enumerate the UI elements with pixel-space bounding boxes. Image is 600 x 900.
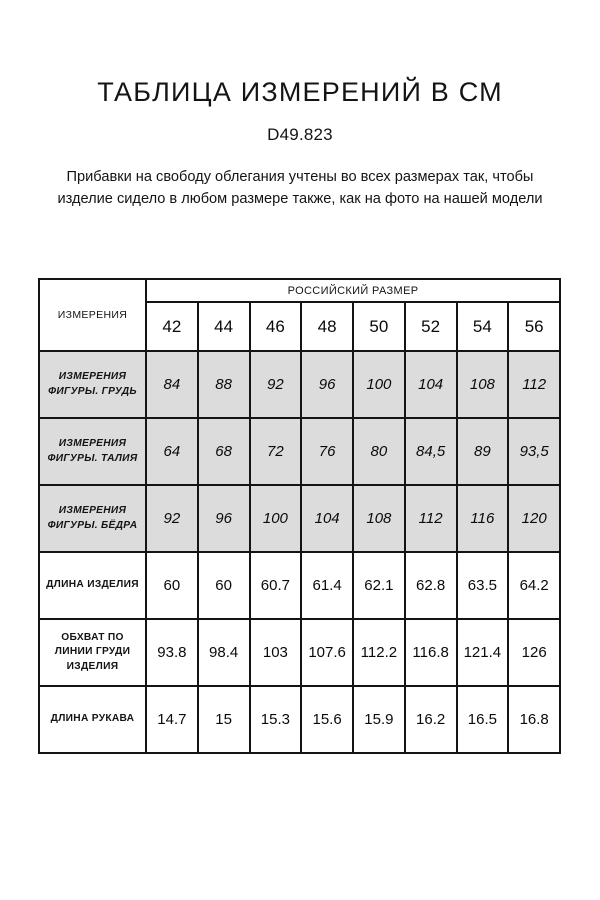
measurement-cell-r2-c3: 104 — [301, 485, 353, 552]
measurement-cell-r3-c0: 60 — [146, 552, 198, 619]
measurement-cell-r2-c0: 92 — [146, 485, 198, 552]
table-row — [39, 485, 560, 552]
measurement-cell-r3-c3: 61.4 — [301, 552, 353, 619]
page-title: ТАБЛИЦА ИЗМЕРЕНИЙ В СМ — [97, 77, 503, 107]
measurement-cell-r3-c4: 62.1 — [353, 552, 405, 619]
measurement-cell-r1-c7: 93,5 — [508, 418, 560, 485]
measurement-cell-r1-c2: 72 — [250, 418, 302, 485]
measurement-cell-r2-c4: 108 — [353, 485, 405, 552]
row-label: ОБХВАТ ПО ЛИНИИ ГРУДИ ИЗДЕЛИЯ — [39, 619, 146, 686]
measurement-cell-r4-c5: 116.8 — [405, 619, 457, 686]
measurement-cell-r2-c5: 112 — [405, 485, 457, 552]
table-body — [39, 279, 560, 753]
measurement-cell-r0-c0: 84 — [146, 351, 198, 418]
measurement-cell-r4-c1: 98.4 — [198, 619, 250, 686]
size-column-header-46: 46 — [250, 302, 302, 351]
measurement-cell-r1-c5: 84,5 — [405, 418, 457, 485]
size-column-header-54: 54 — [457, 302, 509, 351]
measurement-cell-r5-c6: 16.5 — [457, 686, 509, 753]
measurement-cell-r2-c6: 116 — [457, 485, 509, 552]
measurement-cell-r5-c5: 16.2 — [405, 686, 457, 753]
russian-size-group-header: РОССИЙСКИЙ РАЗМЕР — [146, 279, 560, 302]
measurement-cell-r1-c6: 89 — [457, 418, 509, 485]
measurement-cell-r0-c1: 88 — [198, 351, 250, 418]
product-code: D49.823 — [267, 124, 333, 144]
measurement-cell-r1-c4: 80 — [353, 418, 405, 485]
measurements-column-header: ИЗМЕРЕНИЯ — [39, 279, 146, 351]
measurement-cell-r2-c7: 120 — [508, 485, 560, 552]
measurement-cell-r5-c7: 16.8 — [508, 686, 560, 753]
measurement-cell-r3-c2: 60.7 — [250, 552, 302, 619]
table-row — [39, 619, 560, 686]
measurement-cell-r2-c1: 96 — [198, 485, 250, 552]
table-header-row-group — [39, 279, 560, 302]
row-label: ДЛИНА РУКАВА — [39, 686, 146, 753]
measurement-cell-r5-c2: 15.3 — [250, 686, 302, 753]
size-column-header-48: 48 — [301, 302, 353, 351]
size-column-header-56: 56 — [508, 302, 560, 351]
measurement-cell-r5-c4: 15.9 — [353, 686, 405, 753]
measurement-cell-r4-c6: 121.4 — [457, 619, 509, 686]
document-header — [0, 0, 600, 210]
table-row — [39, 552, 560, 619]
size-column-header-52: 52 — [405, 302, 457, 351]
fit-note: Прибавки на свободу облегания учтены во всех размерах так, чтобы изделие сидело в любом размере также, как на фото на нашей модели — [57, 168, 543, 207]
measurement-cell-r1-c1: 68 — [198, 418, 250, 485]
measurement-cell-r3-c1: 60 — [198, 552, 250, 619]
row-label: ИЗМЕРЕНИЯ ФИГУРЫ. ТАЛИЯ — [39, 418, 146, 485]
measurement-cell-r5-c0: 14.7 — [146, 686, 198, 753]
row-label: ИЗМЕРЕНИЯ ФИГУРЫ. ГРУДЬ — [39, 351, 146, 418]
measurement-cell-r1-c0: 64 — [146, 418, 198, 485]
measurement-cell-r0-c2: 92 — [250, 351, 302, 418]
measurement-cell-r3-c6: 63.5 — [457, 552, 509, 619]
measurement-cell-r4-c2: 103 — [250, 619, 302, 686]
measurement-cell-r0-c3: 96 — [301, 351, 353, 418]
measurement-cell-r0-c6: 108 — [457, 351, 509, 418]
measurement-cell-r0-c7: 112 — [508, 351, 560, 418]
measurement-cell-r3-c5: 62.8 — [405, 552, 457, 619]
measurement-cell-r2-c2: 100 — [250, 485, 302, 552]
measurement-cell-r5-c1: 15 — [198, 686, 250, 753]
row-label: ИЗМЕРЕНИЯ ФИГУРЫ. БЁДРА — [39, 485, 146, 552]
measurements-table — [38, 278, 561, 754]
size-column-header-50: 50 — [353, 302, 405, 351]
table-row — [39, 351, 560, 418]
measurements-table-wrapper — [38, 278, 559, 754]
measurement-cell-r0-c5: 104 — [405, 351, 457, 418]
table-row — [39, 418, 560, 485]
measurement-cell-r0-c4: 100 — [353, 351, 405, 418]
measurement-cell-r5-c3: 15.6 — [301, 686, 353, 753]
size-column-header-42: 42 — [146, 302, 198, 351]
size-column-header-44: 44 — [198, 302, 250, 351]
measurement-cell-r4-c7: 126 — [508, 619, 560, 686]
measurement-cell-r1-c3: 76 — [301, 418, 353, 485]
measurement-cell-r4-c4: 112.2 — [353, 619, 405, 686]
table-row — [39, 686, 560, 753]
measurement-cell-r3-c7: 64.2 — [508, 552, 560, 619]
measurement-cell-r4-c3: 107.6 — [301, 619, 353, 686]
measurement-cell-r4-c0: 93.8 — [146, 619, 198, 686]
row-label: ДЛИНА ИЗДЕЛИЯ — [39, 552, 146, 619]
